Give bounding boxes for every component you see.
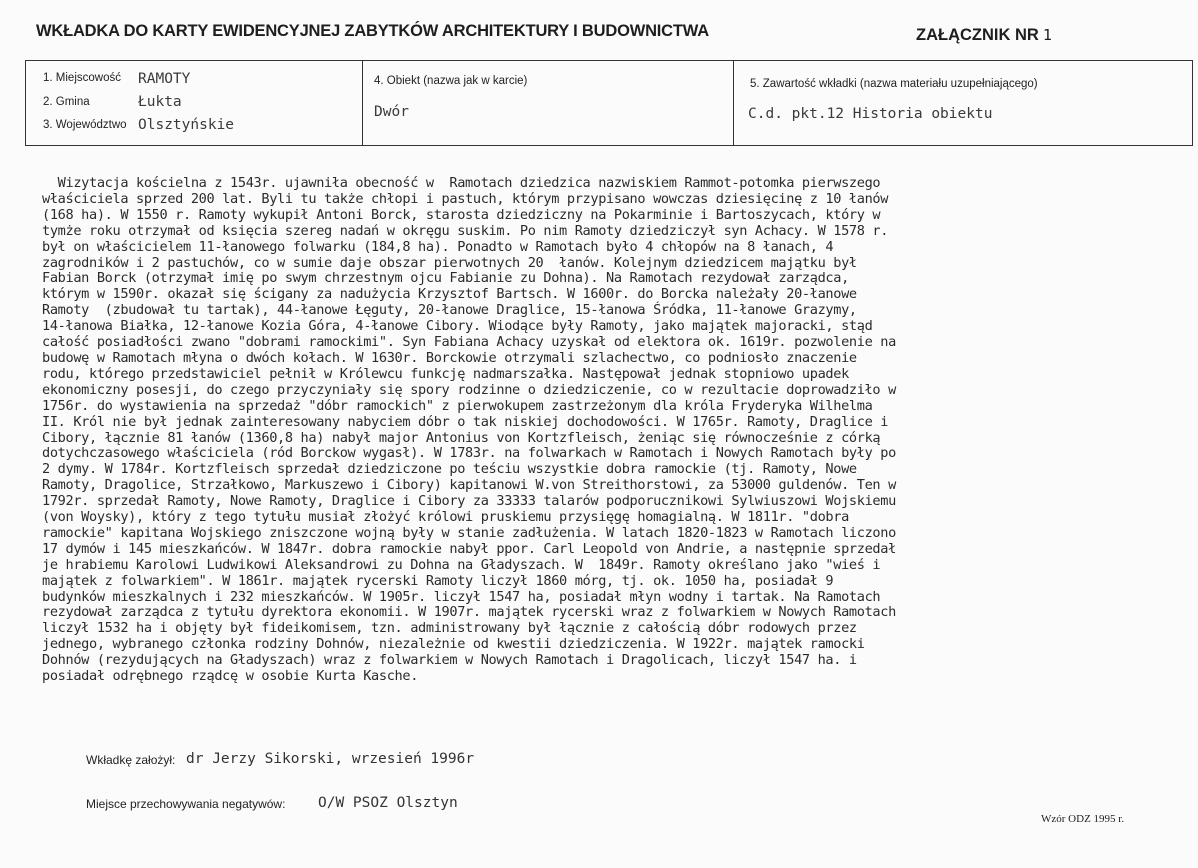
text-line: 1756r. do wystawienia na sprzedaż "dóbr ramockich" z pierwokupem zastrzeżonym dla króla Fryderyka Wilhelma <box>42 397 873 414</box>
form-title: WKŁADKA DO KARTY EWIDENCYJNEJ ZABYTKÓW ARCHITEKTURY I BUDOWNICTWA <box>36 22 709 40</box>
text-line: właściciela sprzed 200 lat. Byli tu także chłopi i pastuch, którym przypisano wowczas dziesięcinę z 10 łanów <box>42 190 889 207</box>
text-line: budynków mieszkalnych i 232 mieszkańców. W 1905r. liczył 1547 ha, posiadał młyn wodny i tartak. Na Ramotach <box>42 588 881 605</box>
identification-box <box>25 60 1193 146</box>
author-label: Wkładkę założył: <box>86 753 176 767</box>
text-line: ekonomiczny posesji, do czego przyczyniały się spory rodzinne o dziedziczenie, co w rezultacie doprowadziło w <box>42 381 896 398</box>
column-divider <box>362 61 363 145</box>
text-line: 2 dymy. W 1784r. Kortzfleisch sprzedał dziedziczone po teściu wszystkie dobra ramockie (tj. Ramoty, Nowe <box>42 461 857 478</box>
text-line: Dohnów (rezydujących na Gładyszach) wraz z folwarkiem w Nowych Ramotach i Dragolicach, liczył 1547 ha. i <box>42 652 857 669</box>
text-line: Wizytacja kościelna z 1543r. ujawniła obecność w Ramotach dziedzica nazwiskiem Rammot-potomka pierwszego <box>42 175 881 191</box>
text-line: liczył 1532 ha i objęty był fideikomisem, tzn. administrowany był łącznie z całością dóbr rodowych przez <box>42 620 857 637</box>
text-line: je hrabiemu Karolowi Ludwikowi Aleksandrowi zu Dohna na Gładyszach. W 1849r. Ramoty określano jako "wieś i <box>42 556 881 573</box>
object-value: Dwór <box>374 104 409 120</box>
text-line: posiadał odrębnego rządcę w osobie Kurta Kasche. <box>42 668 419 685</box>
text-line: majątek z folwarkiem". W 1861r. majątek rycerski Ramoty liczył 1860 mórg, tj. ok. 1050 ha, posiadał 9 <box>42 572 834 589</box>
commune-label: 2. Gmina <box>43 96 90 108</box>
text-line: (von Woysky), który z tego tytułu musiał złożyć królowi pruskiemu przysięgę homagialną. W 1811r. "dobra <box>42 509 849 526</box>
locality-value: RAMOTY <box>138 71 191 87</box>
text-line: ramockie" kapitana Wojskiego zniszczone wojną były w stanie zadłużenia. W latach 1820-1823 w Ramotach liczono <box>42 524 896 541</box>
contents-value: C.d. pkt.12 Historia obiektu <box>748 106 993 122</box>
text-line: Fabian Borck (otrzymał imię po swym chrzestnym ojcu Fabianie zu Dohna). Na Ramotach rezydował zarządca, <box>42 270 849 287</box>
text-line: budowę w Ramotach młyna o dwóch kołach. W 1630r. Borckowie otrzymali szlachectwo, co podniosło znaczenie <box>42 349 857 366</box>
text-line: całość posiadłości zwano "dobrami ramockimi". Syn Fabiana Achacy uzyskał od elektora ok. 1619r. pozwolenie na <box>42 334 896 351</box>
text-line: jednego, wybranego członka rodziny Dohnów, niezależnie od kwestii dziedziczenia. W 1922r. majątek ramocki <box>42 636 865 653</box>
text-line: 1792r. sprzedał Ramoty, Nowe Ramoty, Draglice i Cibory za 33333 talarów podporucznikowi Sylwiuszowi Wojskiemu <box>42 493 896 510</box>
author-value: dr Jerzy Sikorski, wrzesień 1996r <box>186 751 475 767</box>
text-line: był on właścicielem 11-łanowego folwarku (184,8 ha). Ponadto w Ramotach było 4 chłopów na 8 łanach, 4 <box>42 238 834 255</box>
text-line: 14-łanowa Białka, 12-łanowe Kozia Góra, 4-łanowe Cibory. Wiodące były Ramoty, jako majątek majoracki, stąd <box>42 318 873 335</box>
column-divider <box>733 61 734 145</box>
text-line: (168 ha). W 1550 r. Ramoty wykupił Antoni Borck, starosta dziedziczny na Pokarminie i Bartoszycach, który w <box>42 206 881 223</box>
text-line: tymże roku otrzymał od księcia szereg nadań w okręgu suskim. Po nim Ramoty dziedziczył syn Achacy. W 1578 r. <box>42 222 889 239</box>
voivodeship-value: Olsztyńskie <box>138 117 235 133</box>
text-line: Ramoty, Dragolice, Strzałkowo, Markuszewo i Cibory) kapitanowi W.von Streithorstowi, za 53000 guldenów. Ten w <box>42 477 896 494</box>
annex-number: 1 <box>1042 26 1052 44</box>
contents-label: 5. Zawartość wkładki (nazwa materiału uzupełniającego) <box>750 78 1038 90</box>
text-line: zagrodników i 2 pastuchów, co w sumie daje obszar pierwotnych 20 łanów. Kolejnym dziedzicem majątku był <box>42 254 857 271</box>
object-label: 4. Obiekt (nazwa jak w karcie) <box>374 75 528 87</box>
text-line: rezydował zarządca z tytułu dyrektora ekonomii. W 1907r. majątek rycerski wraz z folwarkiem w Nowych Ramotach <box>42 604 896 621</box>
text-line: rodu, którego przedstawiciel pełnił w Królewcu funkcję nadmarszałka. Następował jednak stopniowo upadek <box>42 365 849 382</box>
negatives-location-value: O/W PSOZ Olsztyn <box>318 795 458 811</box>
text-line: Cibory, łącznie 81 łanów (1360,8 ha) nabył major Antonius von Kortzfleisch, żeniąc się równocześnie z córką <box>42 429 881 446</box>
form-code: Wzór ODZ 1995 r. <box>1041 813 1125 825</box>
text-line: II. Król nie był jednak zainteresowany nabyciem dóbr o tak niskiej dochodowości. W 1765r. Ramoty, Draglice i <box>42 413 889 430</box>
text-line: dotychczasowego właściciela (ród Borckow wygasł). W 1783r. na folwarkach w Ramotach i Nowych Ramotach były po <box>42 445 896 462</box>
voivodeship-label: 3. Województwo <box>43 119 127 131</box>
locality-label: 1. Miejscowość <box>43 72 121 84</box>
text-line: którym w 1590r. okazał się ścigany za nadużycia Krzysztof Bartsch. W 1600r. do Borcka należały 20-łanowe <box>42 286 857 303</box>
annex-label: ZAŁĄCZNIK NR <box>916 26 1039 44</box>
negatives-location-label: Miejsce przechowywania negatywów: <box>86 797 286 811</box>
text-line: Ramoty (zbudował tu tartak), 44-łanowe Łęguty, 20-łanowe Draglice, 15-łanowa Śródka, 11-łanowe Grazymy, <box>42 302 857 319</box>
history-text <box>42 176 1182 685</box>
commune-value: Łukta <box>138 94 182 110</box>
annex-heading <box>916 26 1052 45</box>
text-line: 17 dymów i 145 mieszkańców. W 1847r. dobra ramockie nabył ppor. Carl Leopold von Andrie, a następnie sprzedał <box>42 540 896 557</box>
